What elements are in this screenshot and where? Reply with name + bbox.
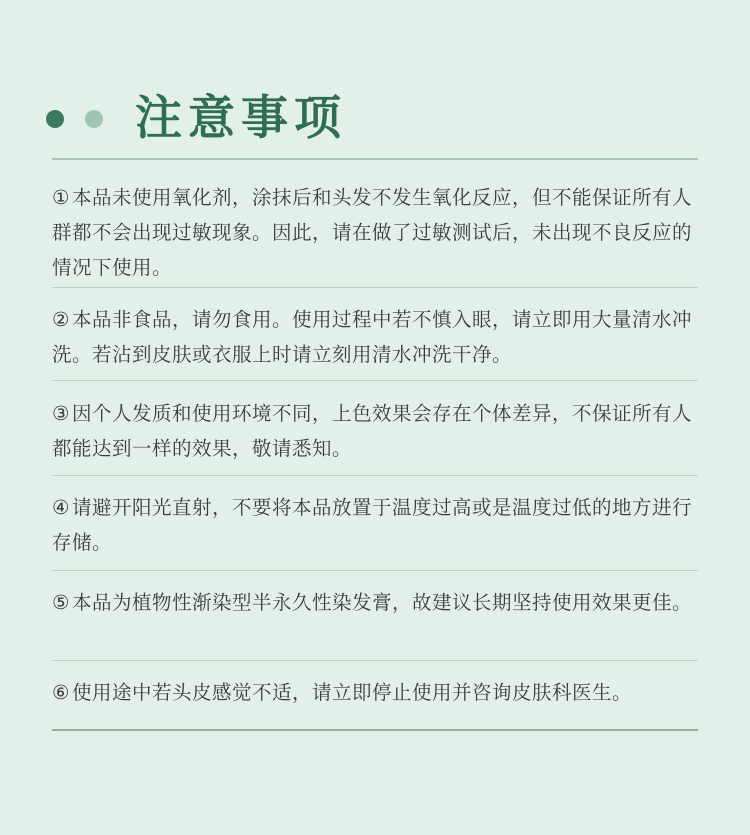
bullet-dot-dark-icon bbox=[46, 110, 64, 128]
note-divider bbox=[52, 380, 698, 381]
note-text: 请避开阳光直射，不要将本品放置于温度过高或是温度过低的地方进行存储。 bbox=[52, 496, 692, 554]
note-item-3 bbox=[52, 396, 702, 466]
footer-divider bbox=[52, 729, 698, 731]
note-number: ③ bbox=[52, 402, 70, 425]
note-item-4 bbox=[52, 490, 702, 560]
note-text: 本品非食品，请勿食用。使用过程中若不慎入眼，请立即用大量清水冲洗。若沾到皮肤或衣服上时请立刻用清水冲洗干净。 bbox=[52, 308, 692, 366]
bullet-dot-light-icon bbox=[85, 110, 103, 128]
header-divider bbox=[52, 158, 698, 160]
note-number: ① bbox=[52, 186, 70, 209]
page-title: 注意事项 bbox=[135, 91, 347, 146]
note-text: 因个人发质和使用环境不同，上色效果会存在个体差异，不保证所有人都能达到一样的效果，敬请悉知。 bbox=[52, 402, 692, 460]
note-item-6 bbox=[52, 675, 702, 710]
note-item-5 bbox=[52, 585, 702, 620]
note-text: 使用途中若头皮感觉不适，请立即停止使用并咨询皮肤科医生。 bbox=[71, 681, 632, 704]
note-divider bbox=[52, 287, 698, 288]
note-number: ⑤ bbox=[52, 591, 70, 614]
section-header bbox=[46, 88, 347, 150]
note-divider bbox=[52, 475, 698, 476]
note-item-1 bbox=[52, 180, 702, 285]
note-item-2 bbox=[52, 302, 702, 372]
note-divider bbox=[52, 660, 698, 661]
note-number: ⑥ bbox=[52, 681, 70, 704]
note-number: ② bbox=[52, 308, 70, 331]
note-divider bbox=[52, 570, 698, 571]
note-text: 本品未使用氧化剂，涂抹后和头发不发生氧化反应，但不能保证所有人群都不会出现过敏现象。因此，请在做了过敏测试后，未出现不良反应的情况下使用。 bbox=[52, 186, 693, 279]
note-number: ④ bbox=[52, 496, 70, 519]
note-text: 本品为植物性渐染型半永久性染发膏，故建议长期坚持使用效果更佳。 bbox=[71, 591, 692, 614]
